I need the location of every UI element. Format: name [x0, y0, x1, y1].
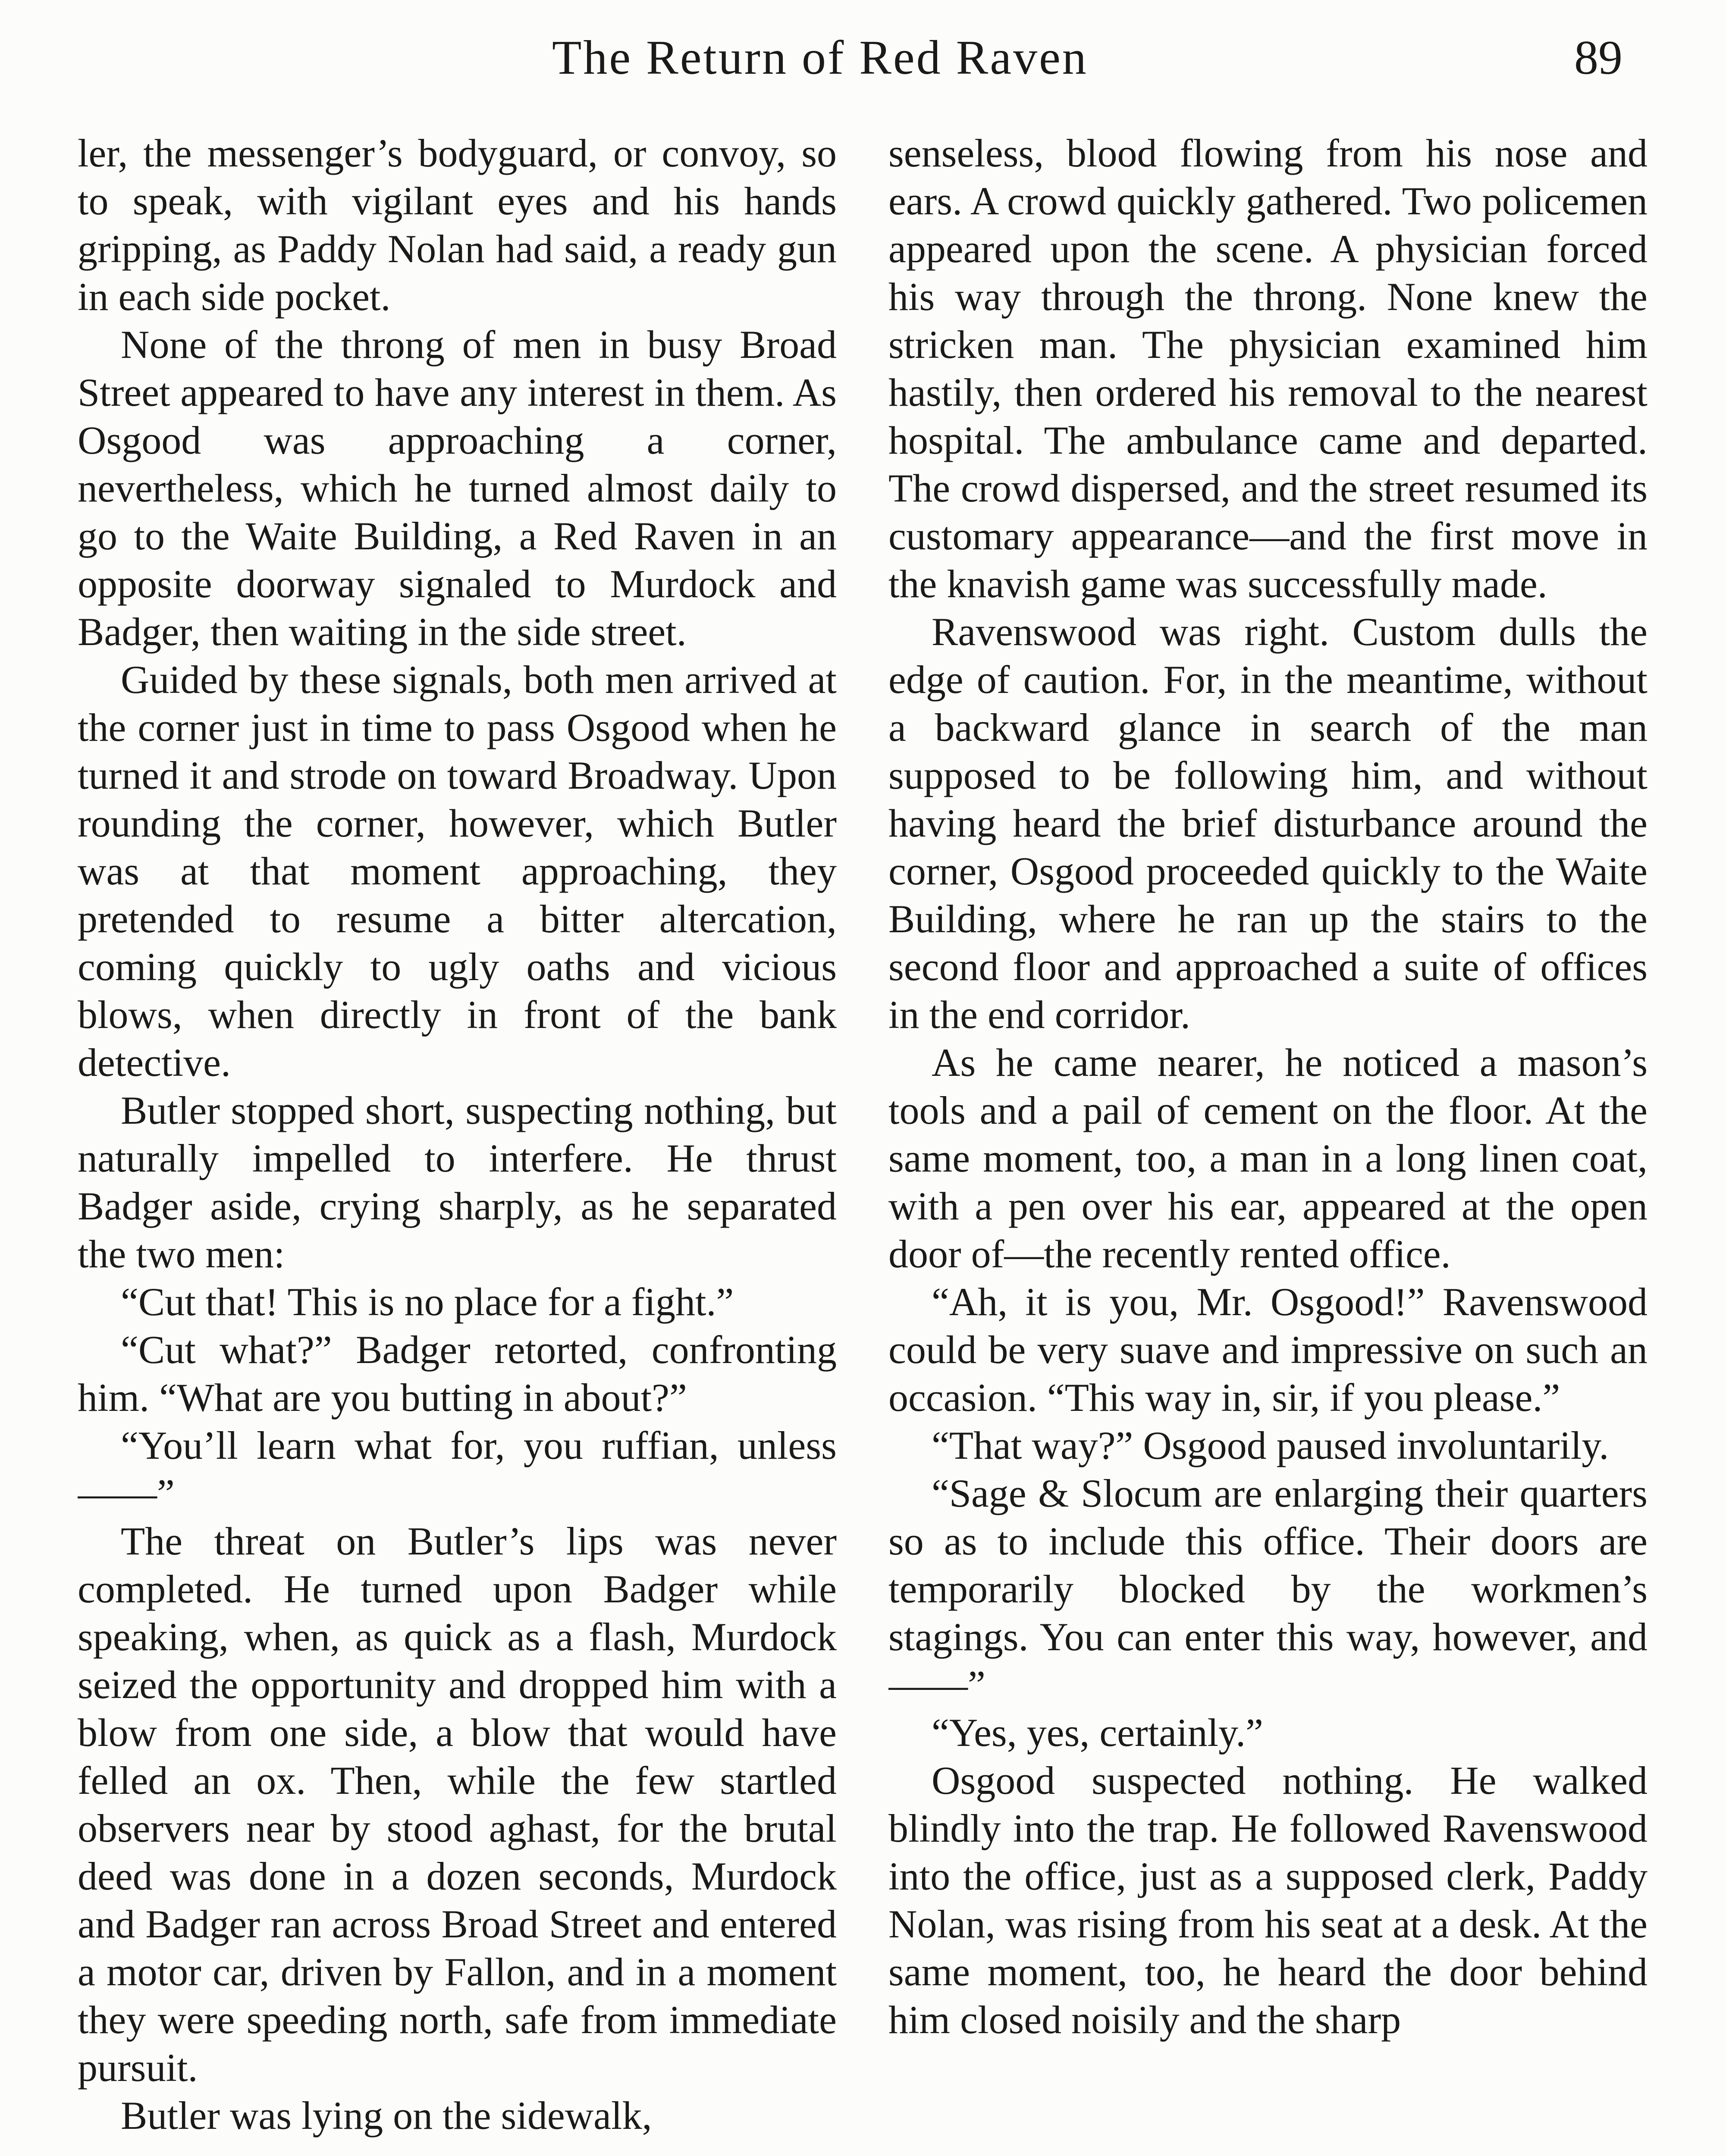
paragraph: Butler stopped short, suspecting nothing, but naturally impelled to interfere. He thrust Badger aside, crying sharply, as he separated the two men: [78, 1088, 837, 1276]
paragraph: senseless, blood flowing from his nose and ears. A crowd quickly gathered. Two policemen appeared upon the scene. A physician forced his way through the throng. None knew the stricken man. The physician examined him hastily, then ordered his removal to the nearest hospital. The ambulance came and departed. The crowd dispersed, and the street resumed its customary appearance—and the first move in the knavish game was successfully made. [888, 131, 1648, 606]
paragraph: ler, the messenger’s bodyguard, or convoy, so to speak, with vigilant eyes and his hands gripping, as Paddy Nolan had said, a ready gun in each side pocket. [78, 131, 837, 319]
page-title: The Return of Red Raven [552, 31, 1088, 85]
paragraph: Guided by these signals, both men arrived at the corner just in time to pass Osgood when he turned it and strode on toward Broadway. Upon rounding the corner, however, which Butler was at that moment approaching, they pretended to resume a bitter altercation, coming quickly to ugly oaths and vicious blows, when directly in front of the bank detective. [78, 658, 837, 1084]
paragraph: “Yes, yes, certainly.” [932, 1711, 1264, 1755]
paragraph: “Cut that! This is no place for a fight.” [121, 1280, 734, 1324]
paragraph: Butler was lying on the sidewalk, [121, 2093, 652, 2137]
paragraph: “Cut what?” Badger retorted, confronting him. “What are you butting in about?” [78, 1328, 837, 1420]
page-number: 89 [1574, 31, 1622, 85]
paragraph: None of the throng of men in busy Broad Street appeared to have any interest in them. As Osgood was approaching a corner, nevertheless, which he turned almost daily to go to the Waite Building, a Red Raven in an opposite doorway signaled to Murdock and Badger, then waiting in the side street. [78, 323, 837, 654]
paragraph: “That way?” Osgood paused involuntarily. [932, 1423, 1609, 1467]
paragraph: “Sage & Slocum are enlarging their quarters so as to include this office. Their doors are temporarily blocked by the workmen’s stagings. You can enter this way, however, and——” [888, 1471, 1648, 1707]
paragraph: As he came nearer, he noticed a mason’s tools and a pail of cement on the floor. At the same moment, too, a man in a long linen coat, with a pen over his ear, appeared at the open door of—the recently rented office. [888, 1040, 1648, 1276]
paragraph: “You’ll learn what for, you ruffian, unless——” [78, 1423, 837, 1515]
paragraph: “Ah, it is you, Mr. Osgood!” Ravenswood could be very suave and impressive on such an occasion. “This way in, sir, if you please.” [888, 1280, 1648, 1420]
paragraph: Ravenswood was right. Custom dulls the edge of caution. For, in the meantime, without a backward glance in search of the man supposed to be following him, and without having heard the brief disturbance around the corner, Osgood proceeded quickly to the Waite Building, where he ran up the stairs to the second floor and approached a suite of offices in the end corridor. [888, 610, 1648, 1037]
paragraph: Osgood suspected nothing. He walked blindly into the trap. He followed Ravenswood into the office, just as a supposed clerk, Paddy Nolan, was rising from his seat at a desk. At the same moment, too, he heard the door behind him closed noisily and the sharp [888, 1758, 1648, 2042]
paragraph: The threat on Butler’s lips was never completed. He turned upon Badger while speaking, when, as quick as a flash, Murdock seized the opportunity and dropped him with a blow from one side, a blow that would have felled an ox. Then, while the few startled observers near by stood aghast, for the brutal deed was done in a dozen seconds, Murdock and Badger ran across Broad Street and entered a motor car, driven by Fallon, and in a moment they were speeding north, safe from immediate pursuit. [78, 1519, 837, 2090]
right-column [888, 129, 1648, 2156]
running-header [0, 26, 1726, 95]
left-column [78, 129, 837, 2156]
